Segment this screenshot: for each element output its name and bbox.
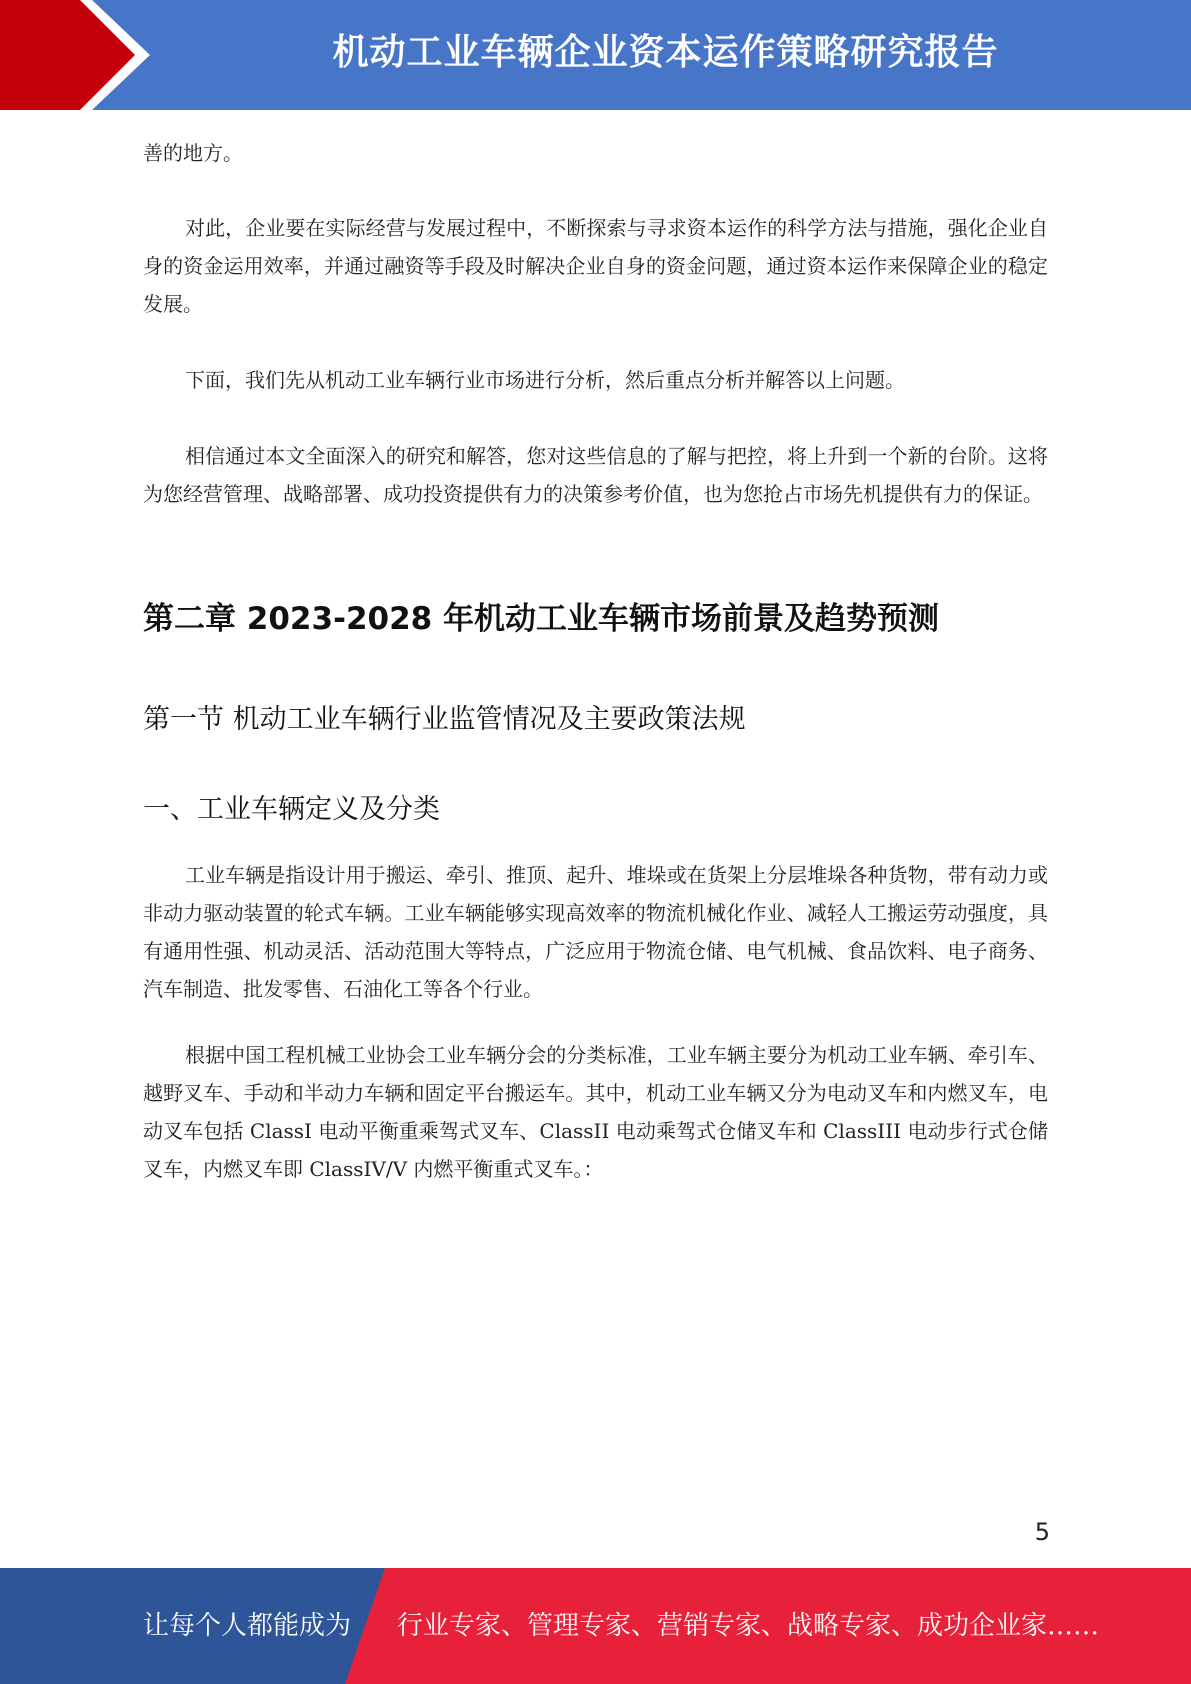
paragraph-capital-operation: 对此，企业要在实际经营与发展过程中，不断探索与寻求资本运作的科学方法与措施，强化企业自身的资金运用效率，并通过融资等手段及时解决企业自身的资金问题，通过资本运作来保障企业的稳定发展。	[143, 216, 1048, 316]
page-footer	[0, 1568, 1191, 1684]
footer-slogan-left: 让每个人都能成为	[143, 1611, 352, 1641]
footer-slogan-right: 行业专家、管理专家、营销专家、战略专家、成功企业家……	[397, 1611, 1100, 1641]
report-title: 机动工业车辆企业资本运作策略研究报告	[332, 32, 999, 73]
paragraph-value-statement: 相信通过本文全面深入的研究和解答，您对这些信息的了解与把控，将上升到一个新的台阶。这将为您经营管理、战略部署、成功投资提供有力的决策参考价值，也为您抢占市场先机提供有力的保证。	[143, 444, 1048, 506]
chapter-heading: 第二章 2023-2028 年机动工业车辆市场前景及趋势预测	[143, 601, 940, 637]
paragraph-continuation: 善的地方。	[143, 141, 243, 165]
paragraph-definition: 工业车辆是指设计用于搬运、牵引、推顶、起升、堆垛或在货架上分层堆垛各种货物，带有动力或非动力驱动装置的轮式车辆。工业车辆能够实现高效率的物流机械化作业、减轻人工搬运劳动强度，具有通用性强、机动灵活、活动范围大等特点，广泛应用于物流仓储、电气机械、食品饮料、电子商务、汽车制造、批发零售、石油化工等各个行业。	[143, 863, 1048, 1001]
section-heading: 第一节 机动工业车辆行业监管情况及主要政策法规	[143, 704, 746, 735]
paragraph-analysis-intro: 下面，我们先从机动工业车辆行业市场进行分析，然后重点分析并解答以上问题。	[185, 368, 905, 392]
page-number: 5	[1034, 1518, 1050, 1546]
page-header	[0, 0, 1191, 110]
subsection-heading: 一、工业车辆定义及分类	[143, 794, 440, 825]
paragraph-classification: 根据中国工程机械工业协会工业车辆分会的分类标准，工业车辆主要分为机动工业车辆、牵引车、越野叉车、手动和半动力车辆和固定平台搬运车。其中，机动工业车辆又分为电动叉车和内燃叉车，电动叉车包括 ClassI 电动平衡重乘驾式叉车、ClassII 电动乘驾式仓储叉车和 ClassIII 电动步行式仓储叉车，内燃叉车即 ClassIV/V 内燃平衡重式叉车。：	[143, 1043, 1048, 1181]
